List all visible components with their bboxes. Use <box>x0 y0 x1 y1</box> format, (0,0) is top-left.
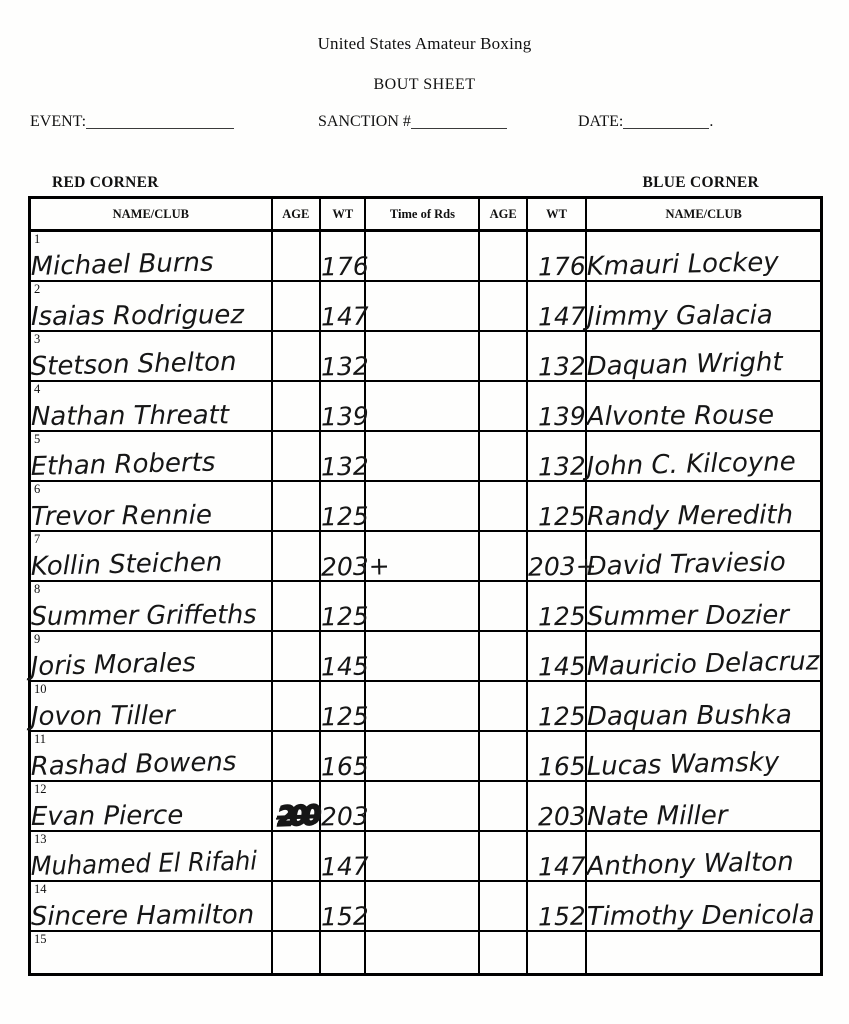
red-name-cell <box>30 281 272 331</box>
red-boxer-name: Trevor Rennie <box>30 499 213 532</box>
red-weight-value: 125 <box>320 501 370 531</box>
red-wt-cell <box>320 931 365 975</box>
bout-row <box>30 931 822 975</box>
bout-row <box>30 881 822 931</box>
bout-number: 1 <box>34 232 41 246</box>
blue-wt-cell <box>527 431 587 481</box>
page-title: United States Amateur Boxing <box>317 34 532 53</box>
blue-wt-cell <box>527 331 587 381</box>
column-header-blue-age: AGE <box>479 198 526 231</box>
red-boxer-name: Jovon Tiller <box>30 700 175 732</box>
red-name-cell <box>30 381 272 431</box>
red-boxer-name: Sincere Hamilton <box>30 899 255 932</box>
blue-weight-value: 147 <box>537 301 586 331</box>
blue-name-cell <box>586 931 821 975</box>
page-subtitle: BOUT SHEET <box>373 76 476 93</box>
blue-boxer-name: David Traviesio <box>586 546 787 582</box>
blue-weight-value: 152 <box>537 901 586 931</box>
bout-number: 9 <box>34 631 41 646</box>
blue-wt-cell <box>527 881 587 931</box>
red-name-cell <box>30 931 272 975</box>
red-weight-value: 176 <box>320 251 370 281</box>
blue-weight-value: 125 <box>537 701 586 731</box>
red-age-cell <box>272 331 320 381</box>
corner-labels <box>0 174 849 196</box>
bout-row <box>30 281 822 331</box>
blue-name-cell <box>586 631 821 681</box>
blue-boxer-name: Jimmy Galacia <box>587 299 774 332</box>
bout-number: 11 <box>34 731 47 746</box>
blue-age-cell <box>479 481 526 531</box>
blue-weight-value: 125 <box>537 601 586 631</box>
blue-age-cell <box>479 231 526 281</box>
sanction-field <box>318 110 507 131</box>
blue-age-cell <box>479 881 526 931</box>
event-blank-line <box>86 113 234 129</box>
red-weight-value: 147 <box>320 851 370 881</box>
red-age-cell <box>272 631 320 681</box>
bout-number: 2 <box>34 281 41 296</box>
red-age-cell <box>272 431 320 481</box>
bout-number: 6 <box>34 481 41 496</box>
blue-name-cell <box>586 581 821 631</box>
bout-row <box>30 531 822 581</box>
blue-age-cell <box>479 281 526 331</box>
blue-wt-cell <box>527 231 587 281</box>
bout-number: 12 <box>34 781 47 796</box>
bout-number: 3 <box>34 331 41 346</box>
blue-weight-value: 147 <box>537 851 586 881</box>
red-name-cell <box>30 481 272 531</box>
bout-row <box>30 481 822 531</box>
red-age-cell <box>272 581 320 631</box>
blue-wt-cell <box>527 531 597 582</box>
time-of-rds-cell <box>365 231 479 281</box>
red-name-cell <box>30 431 272 481</box>
form-header-line <box>0 110 849 144</box>
time-of-rds-cell <box>365 431 479 481</box>
time-of-rds-cell <box>365 681 479 731</box>
red-wt-cell <box>320 831 370 881</box>
blue-age-cell <box>479 781 526 831</box>
red-age-cell <box>272 681 320 731</box>
red-boxer-name: Kollin Steichen <box>30 546 223 582</box>
red-wt-cell <box>320 731 370 781</box>
red-age-cell <box>272 531 320 581</box>
red-boxer-name: Joris Morales <box>30 647 197 682</box>
blue-boxer-name: Summer Dozier <box>587 599 790 632</box>
blue-wt-cell <box>527 731 587 781</box>
time-of-rds-cell <box>365 381 479 431</box>
red-wt-cell <box>320 431 370 481</box>
time-of-rds-cell <box>365 881 479 931</box>
red-weight-value: 165 <box>320 751 370 781</box>
red-age-cell <box>272 831 320 881</box>
red-name-cell <box>30 731 272 781</box>
date-suffix: . <box>709 113 714 130</box>
bout-row <box>30 781 822 831</box>
time-of-rds-cell <box>365 931 479 975</box>
blue-boxer-name: Mauricio Delacruz <box>586 645 821 682</box>
red-age-cell <box>272 231 320 281</box>
red-name-cell <box>30 831 272 881</box>
red-boxer-name: Summer Griffeths <box>30 599 257 632</box>
red-age-value: 200 <box>276 799 316 833</box>
red-weight-value: 147 <box>320 301 370 331</box>
red-weight-value: 145 <box>320 651 370 681</box>
blue-name-cell <box>586 681 821 731</box>
red-boxer-name: Stetson Shelton <box>30 346 237 382</box>
red-wt-cell <box>320 881 370 931</box>
bout-row <box>30 331 822 381</box>
blue-boxer-name: Kmauri Lockey <box>586 246 780 282</box>
blue-name-cell <box>586 881 821 931</box>
bout-table-header-row <box>30 198 822 231</box>
red-wt-cell <box>320 231 370 281</box>
column-header-red-wt: WT <box>320 198 365 231</box>
column-header-time-of-rds: Time of Rds <box>365 198 479 231</box>
bout-row <box>30 731 822 781</box>
red-wt-cell <box>320 581 370 631</box>
blue-age-cell <box>479 331 526 381</box>
blue-boxer-name: Lucas Wamsky <box>586 746 780 782</box>
red-boxer-name: Rashad Bowens <box>30 746 237 782</box>
red-name-cell <box>30 581 272 631</box>
blue-boxer-name: Daquan Wright <box>586 346 784 382</box>
red-age-cell <box>272 881 320 931</box>
date-blank-line <box>623 113 709 129</box>
blue-weight-value: 139 <box>537 401 586 431</box>
red-name-cell <box>30 531 272 581</box>
blue-weight-value: 203+ <box>527 550 597 582</box>
red-age-cell <box>272 781 320 831</box>
red-wt-cell <box>320 681 370 731</box>
blue-wt-cell <box>527 681 587 731</box>
red-wt-cell <box>320 781 370 831</box>
blue-weight-value: 165 <box>537 751 586 781</box>
blue-name-cell <box>586 731 821 781</box>
bout-row <box>30 831 822 881</box>
date-field <box>578 110 713 131</box>
bout-number: 5 <box>34 431 41 446</box>
blue-name-cell <box>586 231 821 281</box>
column-header-blue-name: NAME/CLUB <box>586 198 821 231</box>
bout-row <box>30 431 822 481</box>
red-boxer-name: Muhamed El Rifahi <box>30 845 258 882</box>
blue-wt-cell <box>527 831 587 881</box>
red-name-cell <box>30 231 272 281</box>
time-of-rds-cell <box>365 331 479 381</box>
red-name-cell <box>30 881 272 931</box>
time-of-rds-cell <box>365 531 479 581</box>
bout-number: 13 <box>34 831 47 846</box>
blue-age-cell <box>479 581 526 631</box>
column-header-red-age: AGE <box>272 198 320 231</box>
red-age-cell <box>272 931 320 975</box>
blue-corner-label: BLUE CORNER <box>642 174 759 191</box>
bout-row <box>30 381 822 431</box>
red-wt-cell <box>320 631 370 681</box>
red-boxer-name: Michael Burns <box>30 247 214 282</box>
blue-weight-value: 125 <box>537 501 586 531</box>
blue-age-cell <box>479 731 526 781</box>
red-name-cell <box>30 781 272 831</box>
blue-name-cell <box>586 531 821 581</box>
time-of-rds-cell <box>365 631 479 681</box>
red-weight-value: 125 <box>320 701 370 731</box>
time-of-rds-cell <box>365 831 479 881</box>
blue-boxer-name: Nate Miller <box>587 800 729 832</box>
blue-boxer-name: Anthony Walton <box>586 846 795 882</box>
blue-name-cell <box>586 381 821 431</box>
blue-boxer-name: Alvonte Rouse <box>587 399 775 432</box>
blue-weight-value: 132 <box>537 351 586 381</box>
blue-age-cell <box>479 431 526 481</box>
bout-row <box>30 231 822 281</box>
time-of-rds-cell <box>365 581 479 631</box>
blue-weight-value: 203 <box>537 801 586 831</box>
time-of-rds-cell <box>365 281 479 331</box>
red-weight-value: 203+ <box>320 550 391 582</box>
blue-age-cell <box>479 631 526 681</box>
event-field <box>30 110 234 131</box>
blue-wt-cell <box>527 581 587 631</box>
blue-age-cell <box>479 531 526 581</box>
blue-boxer-name: Daquan Bushka <box>587 699 793 732</box>
bout-number: 10 <box>34 681 47 696</box>
blue-wt-cell <box>527 481 587 531</box>
sanction-label: SANCTION # <box>318 113 411 130</box>
event-label: EVENT: <box>30 113 87 130</box>
red-age-cell <box>272 731 320 781</box>
blue-name-cell <box>586 831 821 881</box>
date-label: DATE: <box>578 113 624 130</box>
blue-age-cell <box>479 681 526 731</box>
column-header-blue-wt: WT <box>527 198 587 231</box>
column-header-red-name: NAME/CLUB <box>30 198 272 231</box>
blue-boxer-name: Randy Meredith <box>587 499 794 532</box>
red-name-cell <box>30 681 272 731</box>
blue-age-cell <box>479 831 526 881</box>
red-name-cell <box>30 631 272 681</box>
blue-wt-cell <box>527 931 587 975</box>
blue-wt-cell <box>527 781 587 831</box>
blue-wt-cell <box>527 631 587 681</box>
red-age-cell <box>272 381 320 431</box>
blue-name-cell <box>586 281 821 331</box>
time-of-rds-cell <box>365 481 479 531</box>
blue-name-cell <box>586 781 821 831</box>
blue-name-cell <box>586 481 821 531</box>
red-weight-value: 125 <box>320 601 370 631</box>
red-weight-value: 152 <box>320 901 370 931</box>
blue-age-cell <box>479 381 526 431</box>
red-wt-cell <box>320 381 370 431</box>
bout-number: 14 <box>34 881 47 896</box>
red-weight-value: 203 <box>320 801 370 831</box>
red-name-cell <box>30 331 272 381</box>
red-age-cell <box>272 481 320 531</box>
time-of-rds-cell <box>365 781 479 831</box>
bout-number: 7 <box>34 531 41 546</box>
bout-number: 15 <box>34 931 47 946</box>
red-wt-cell <box>320 481 370 531</box>
red-wt-cell <box>320 531 391 582</box>
red-weight-value: 132 <box>320 351 370 381</box>
blue-weight-value: 176 <box>537 251 586 281</box>
blue-boxer-name: John C. Kilcoyne <box>586 446 797 482</box>
sanction-blank-line <box>411 113 507 129</box>
bout-row <box>30 681 822 731</box>
blue-name-cell <box>586 331 821 381</box>
red-age-cell <box>272 281 320 331</box>
red-boxer-name: Nathan Threatt <box>30 399 230 432</box>
blue-wt-cell <box>527 381 587 431</box>
red-boxer-name: Ethan Roberts <box>30 446 216 482</box>
time-of-rds-cell <box>365 731 479 781</box>
red-wt-cell <box>320 331 370 381</box>
red-wt-cell <box>320 281 370 331</box>
blue-name-cell <box>586 431 821 481</box>
blue-weight-value: 132 <box>537 451 586 481</box>
red-weight-value: 132 <box>320 451 370 481</box>
red-corner-label: RED CORNER <box>52 174 159 191</box>
blue-boxer-name: Timothy Denicola <box>587 899 816 932</box>
blue-weight-value: 145 <box>537 651 586 681</box>
blue-age-cell <box>479 931 526 975</box>
bout-table <box>28 196 823 976</box>
bout-row <box>30 631 822 681</box>
red-boxer-name: Isaias Rodriguez <box>30 299 245 332</box>
bout-number: 4 <box>34 381 41 396</box>
red-weight-value: 139 <box>320 401 370 431</box>
bout-row <box>30 581 822 631</box>
red-boxer-name: Evan Pierce <box>30 800 184 832</box>
bout-number: 8 <box>34 581 41 596</box>
blue-wt-cell <box>527 281 587 331</box>
